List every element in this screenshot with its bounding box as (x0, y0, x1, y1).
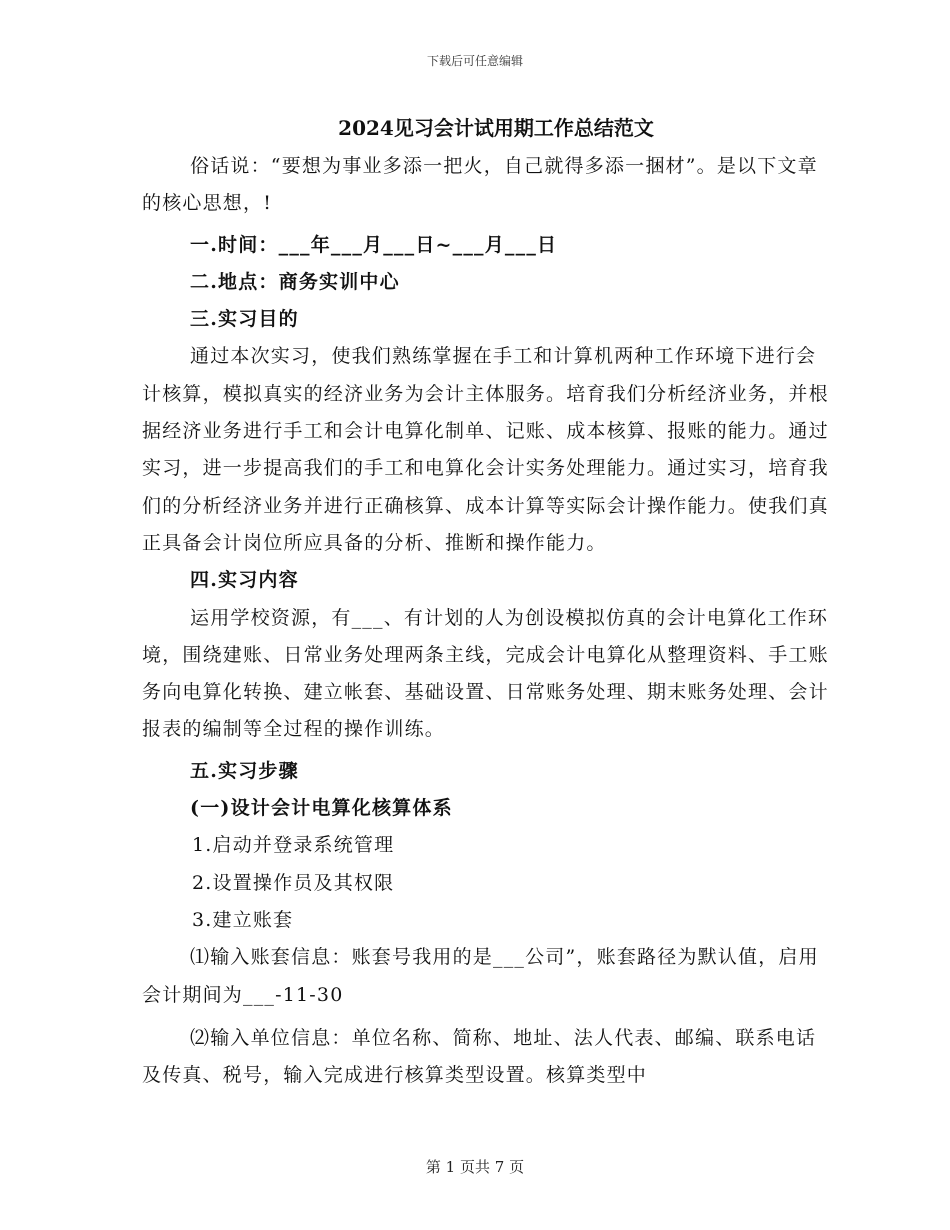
section-content-body: 运用学校资源，有___、有计划的人为创设模拟仿真的会计电算化工作环境，围绕建账、日常业务处理两条主线，完成会计电算化从整理资料、手工账务向电算化转换、建立帐套、基础设置、日常账务处理、期末账务处理、会计报表的编制等全过程的操作训练。 (142, 606, 829, 741)
section-location: 二.地点：商务实训中心 (190, 270, 400, 293)
section-purpose-body: 通过本次实习，使我们熟练掌握在手工和计算机两种工作环境下进行会计核算，模拟真实的经济业务为会计主体服务。培育我们分析经济业务，并根据经济业务进行手工和会计电算化制单、记账、成本核算、报账的能力。通过实习，进一步提高我们的手工和电算化会计实务处理能力。通过实习，培育我们的分析经济业务并进行正确核算、成本计算等实际会计操作能力。使我们真正具备会计岗位所应具备的分析、推断和操作能力。 (142, 345, 829, 554)
account-info-paragraph: ⑴输入账套信息：账套号我用的是___公司”，账套路径为默认值，启用会计期间为___-11-30 (142, 946, 819, 1006)
unit-info-paragraph: ⑵输入单位信息：单位名称、简称、地址、法人代表、邮编、联系电话及传真、税号，输入完成进行核算类型设置。核算类型中 (142, 1026, 817, 1087)
section-purpose-heading: 三.实习目的 (190, 308, 299, 331)
section-content-heading: 四.实习内容 (190, 569, 299, 592)
page-header: 下载后可任意编辑 (426, 54, 523, 68)
intro-paragraph: 俗话说：“要想为事业多添一把火，自己就得多添一捆材”。是以下文章的核心思想，! (142, 155, 818, 215)
section-steps-heading: 五.实习步骤 (190, 759, 299, 782)
document-title: 2024见习会计试用期工作总结范文 (338, 116, 654, 140)
page-footer: 第 1 页共 7 页 (425, 1158, 525, 1176)
subsection-design-heading: (一)设计会计电算化核算体系 (190, 797, 453, 820)
document-body (142, 110, 832, 1094)
section-time: 一.时间：___年___月___日~___月___日 (190, 233, 558, 256)
step-2: 2.设置操作员及其权限 (192, 871, 395, 894)
step-1: 1.启动并登录系统管理 (192, 834, 395, 857)
step-3: 3.建立账套 (192, 908, 294, 931)
